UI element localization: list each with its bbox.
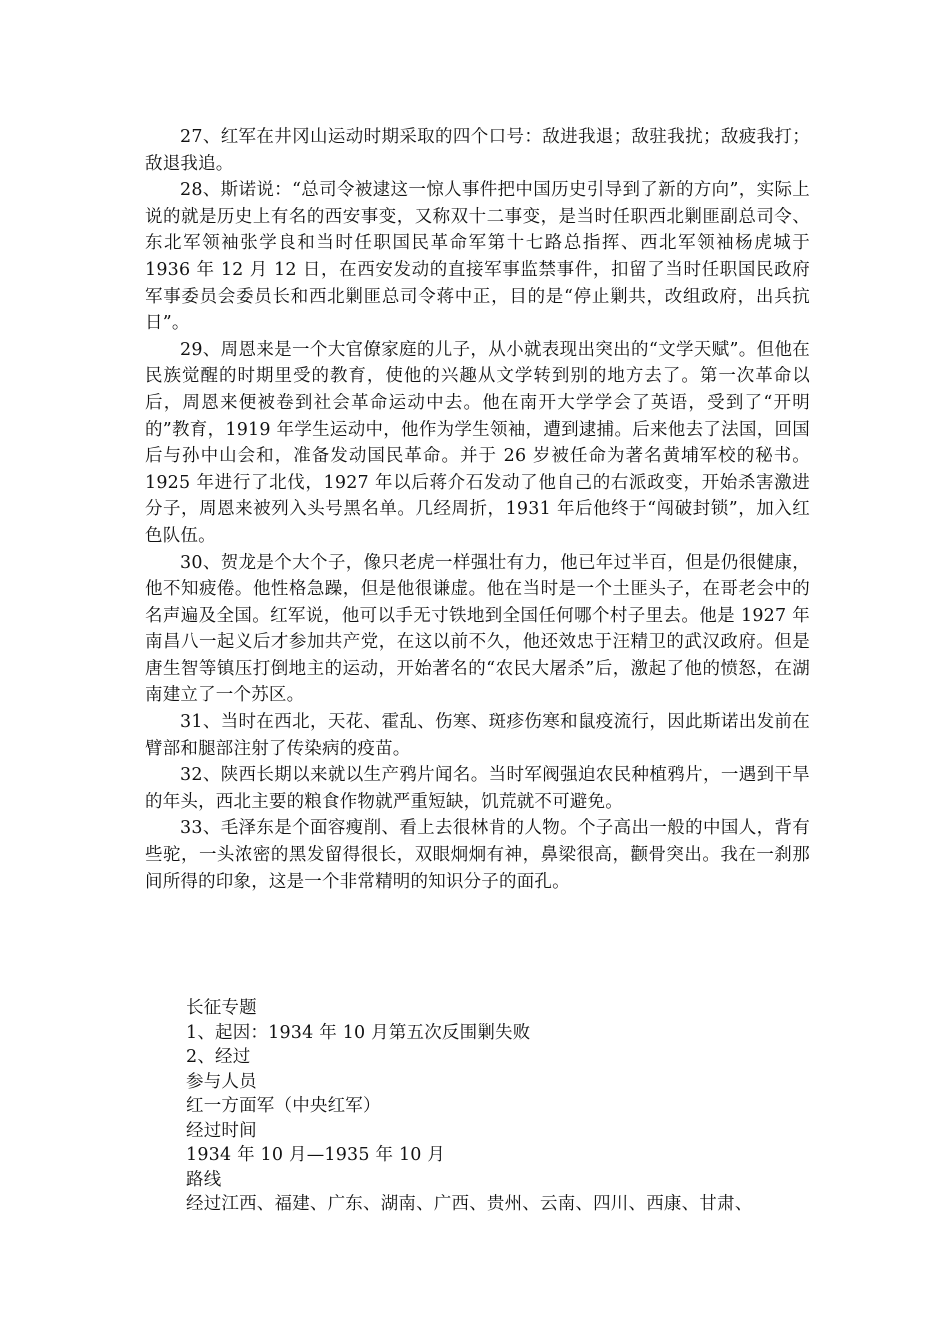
section-title: 长征专题 — [186, 998, 257, 1018]
section-line: 2、经过 — [186, 1047, 251, 1067]
paragraph-32: 32、陕西长期以来就以生产鸦片闻名。当时军阀强迫农民种植鸦片，一遇到干旱的年头，西北主要的粮食作物就严重短缺，饥荒就不可避免。 — [145, 765, 810, 812]
section-line: 经过江西、福建、广东、湖南、广西、贵州、云南、四川、西康、甘肃、 — [186, 1194, 753, 1214]
section-line: 1934 年 10 月—1935 年 10 月 — [186, 1145, 446, 1165]
paragraph-29: 29、周恩来是一个大官僚家庭的儿子，从小就表现出突出的“文学天赋”。但他在民族觉醒的时期里受的教育，使他的兴趣从文学转到别的地方去了。第一次革命以后，周恩来便被卷到社会革命运动中去。他在南开大学学会了英语，受到了“开明的”教育，1919 年学生运动中，他作为学生领袖，遭到逮捕。后来他去了法国，回国后与孙中山会和，准备发动国民革命。并于 26 岁被任命为著名黄埔军校的秘书。1925 年进行了北伐，1927 年以后蒋介石发动了他自己的右派政变，开始杀害激进分子，周恩来被列入头号黑名单。几经周折，1931 年后他终于“闯破封锁”，加入红色队伍。 — [145, 339, 810, 546]
paragraph-31: 31、当时在西北，天花、霍乱、伤寒、斑疹伤寒和鼠疫流行，因此斯诺出发前在臂部和腿部注射了传染病的疫苗。 — [145, 712, 810, 759]
paragraph-33: 33、毛泽东是个面容瘦削、看上去很林肯的人物。个子高出一般的中国人，背有些驼，一头浓密的黑发留得很长，双眼炯炯有神，鼻梁很高，颧骨突出。我在一刹那间所得的印象，这是一个非常精明的知识分子的面孔。 — [145, 818, 810, 892]
paragraph-27: 27、红军在井冈山运动时期采取的四个口号：敌进我退；敌驻我扰；敌疲我打；敌退我追。 — [145, 127, 810, 174]
paragraph-30: 30、贺龙是个大个子，像只老虎一样强壮有力，他已年过半百，但是仍很健康，他不知疲倦。他性格急躁，但是他很谦虚。他在当时是一个土匪头子，在哥老会中的名声遍及全国。红军说，他可以手无寸铁地到全国任何哪个村子里去。他是 1927 年南昌八一起义后才参加共产党，在这以前不久，他还效忠于汪精卫的武汉政府。但是唐生智等镇压打倒地主的运动，开始著名的“农民大屠杀”后，激起了他的愤怒，在湖南建立了一个苏区。 — [145, 552, 810, 706]
long-march-section — [186, 996, 836, 1217]
section-line: 路线 — [186, 1169, 222, 1190]
section-line: 经过时间 — [186, 1120, 257, 1141]
paragraph-28: 28、斯诺说：“总司令被逮这一惊人事件把中国历史引导到了新的方向”，实际上说的就是历史上有名的西安事变，又称双十二事变，是当时任职西北剿匪副总司令、东北军领袖张学良和当时任职国民革命军第十七路总指挥、西北军领袖杨虎城于 1936 年 12 月 12 日，在西安发动的直接军事监禁事件，扣留了当时任职国民政府军事委员会委员长和西北剿匪总司令蒋中正，目的是“停止剿共，改组政府，出兵抗日”。 — [145, 180, 810, 334]
section-line: 红一方面军（中央红军） — [186, 1096, 381, 1116]
section-line: 参与人员 — [186, 1071, 257, 1092]
document-body — [145, 124, 810, 895]
section-line: 1、起因：1934 年 10 月第五次反围剿失败 — [186, 1022, 531, 1043]
